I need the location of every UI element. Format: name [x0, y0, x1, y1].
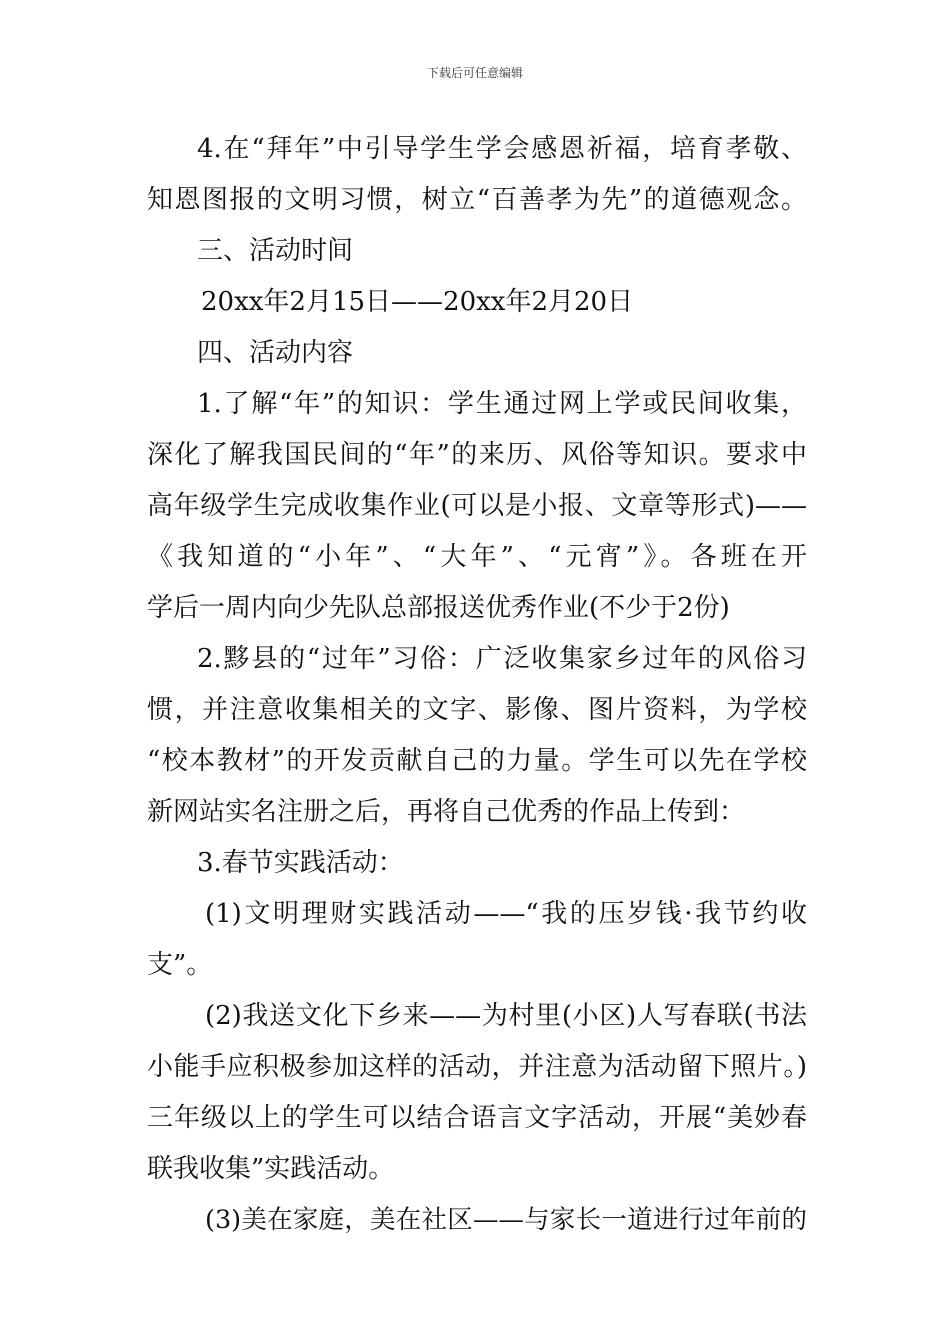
paragraph-line: 联我收集”实践活动。 — [147, 1154, 395, 1184]
paragraph-line: “校本教材”的开发贡献自己的力量。学生可以先在学校 — [147, 746, 807, 776]
paragraph-line: 支”。 — [147, 950, 213, 980]
header-note: 下载后可任意编辑 — [426, 66, 523, 80]
document-body — [147, 124, 807, 1246]
paragraph-line: 2.黟县的“过年”习俗：广泛收集家乡过年的风俗习 — [197, 644, 807, 674]
paragraph-line: 知恩图报的文明习惯，树立“百善孝为先”的道德观念。 — [147, 185, 807, 215]
section-heading: 三、活动时间 — [197, 236, 354, 266]
paragraph-line: 新网站实名注册之后，再将自己优秀的作品上传到： — [147, 797, 746, 827]
paragraph-line: 高年级学生完成收集作业(可以是小报、文章等形式)—— — [147, 491, 807, 521]
paragraph-line: 惯，并注意收集相关的文字、影像、图片资料，为学校 — [147, 695, 807, 725]
paragraph-line: (1)文明理财实践活动——“我的压岁钱·我节约收 — [205, 899, 807, 929]
list-heading: 3.春节实践活动： — [197, 848, 404, 878]
paragraph-line: (3)美在家庭，美在社区——与家长一道进行过年前的 — [205, 1205, 807, 1235]
paragraph-line: 4.在“拜年”中引导学生学会感恩祈福，培育孝敬、 — [197, 134, 807, 164]
paragraph-line: 《我知道的“小年”、“大年”、“元宵”》。各班在开 — [147, 542, 807, 572]
paragraph-line: (2)我送文化下乡来——为村里(小区)人写春联(书法 — [205, 1001, 807, 1031]
paragraph-line: 小能手应积极参加这样的活动，并注意为活动留下照片。) — [147, 1052, 807, 1082]
section-heading: 四、活动内容 — [197, 338, 354, 368]
date-range: 20xx年2月15日——20xx年2月20日 — [201, 287, 634, 317]
paragraph-line: 深化了解我国民间的“年”的来历、风俗等知识。要求中 — [147, 440, 807, 470]
paragraph-line: 学后一周内向少先队总部报送优秀作业(不少于2份) — [147, 593, 730, 623]
paragraph-line: 1.了解“年”的知识：学生通过网上学或民间收集， — [197, 389, 807, 419]
paragraph-line: 三年级以上的学生可以结合语言文字活动，开展“美妙春 — [147, 1103, 807, 1133]
